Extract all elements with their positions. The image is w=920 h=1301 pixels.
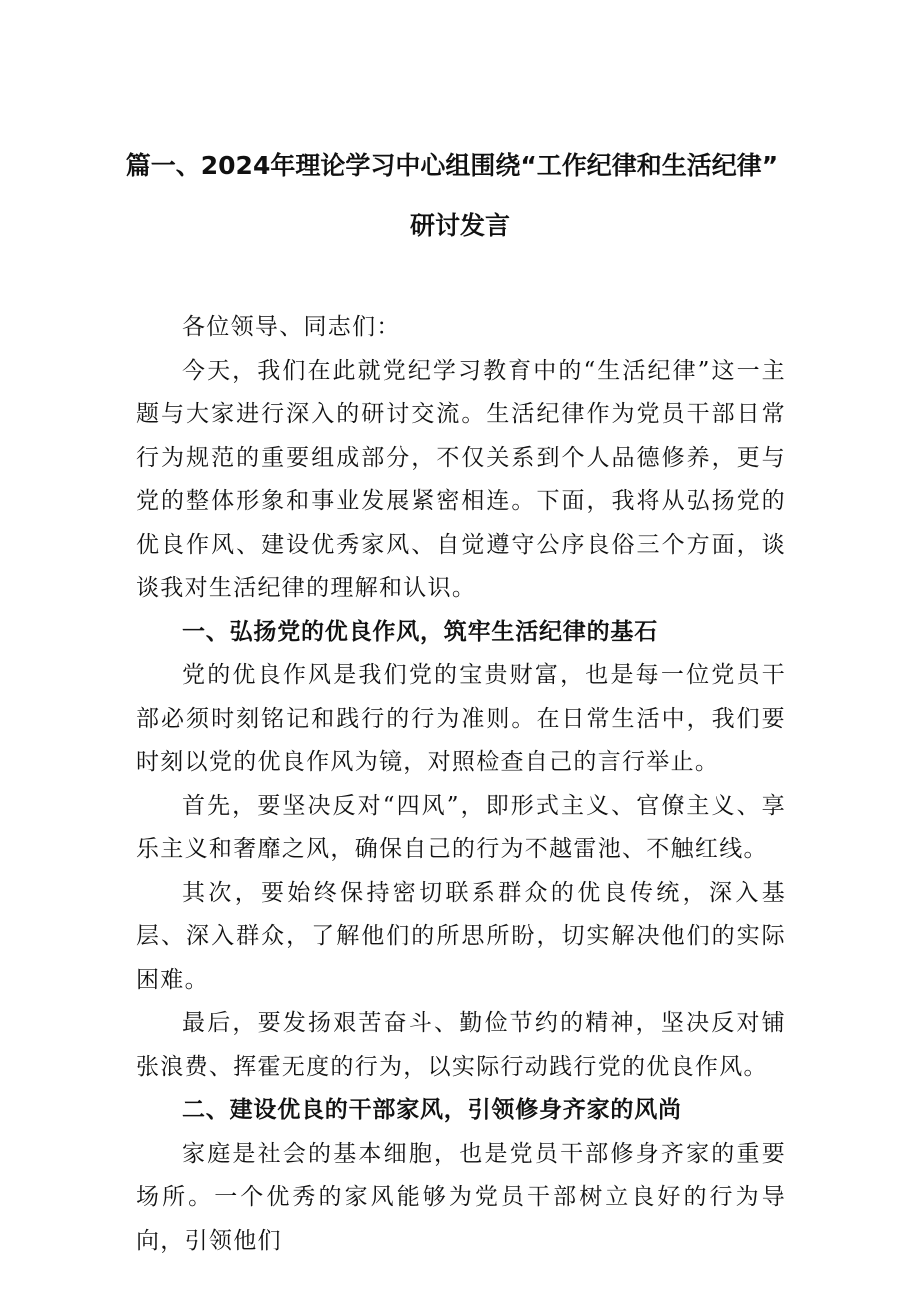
section-1-paragraph: 党的优良作风是我们党的宝贵财富，也是每一位党员干部必须时刻铭记和践行的行为准则。在日常生活中，我们要时刻以党的优良作风为镜，对照检查自己的言行举止。 xyxy=(136,662,786,775)
section-1-paragraph: 最后，要发扬艰苦奋斗、勤俭节约的精神，坚决反对铺张浪费、挥霍无度的行为，以实际行动践行党的优良作风。 xyxy=(136,1010,786,1080)
section-1-heading: 一、弘扬党的优良作风，筑牢生活纪律的基石 xyxy=(182,618,658,645)
section-1-paragraph: 首先，要坚决反对“四风”，即形式主义、官僚主义、享乐主义和奢靡之风，确保自己的行为不越雷池、不触红线。 xyxy=(136,792,786,862)
section-2-paragraph: 家庭是社会的基本细胞，也是党员干部修身齐家的重要场所。一个优秀的家风能够为党员干部树立良好的行为导向，引领他们 xyxy=(136,1140,786,1254)
document-title-line-1: 篇一、2024年理论学习中心组围绕“工作纪律和生活纪律” xyxy=(125,151,779,180)
document-body xyxy=(136,306,786,1263)
section-2-heading: 二、建设优良的干部家风，引领修身齐家的风尚 xyxy=(182,1097,682,1123)
intro-paragraph: 今天，我们在此就党纪学习教育中的“生活纪律”这一主题与大家进行深入的研讨交流。生活纪律作为党员干部日常行为规范的重要组成部分，不仅关系到个人品德修养，更与党的整体形象和事业发展紧密相连。下面，我将从弘扬党的优良作风、建设优秀家风、自觉遵守公序良俗三个方面，谈谈我对生活纪律的理解和认识。 xyxy=(136,357,786,601)
section-1-paragraph: 其次，要始终保持密切联系群众的优良传统，深入基层、深入群众，了解他们的所思所盼，切实解决他们的实际困难。 xyxy=(136,879,786,993)
greeting: 各位领导、同志们： xyxy=(182,314,401,340)
document-title-line-2: 研讨发言 xyxy=(409,211,510,240)
